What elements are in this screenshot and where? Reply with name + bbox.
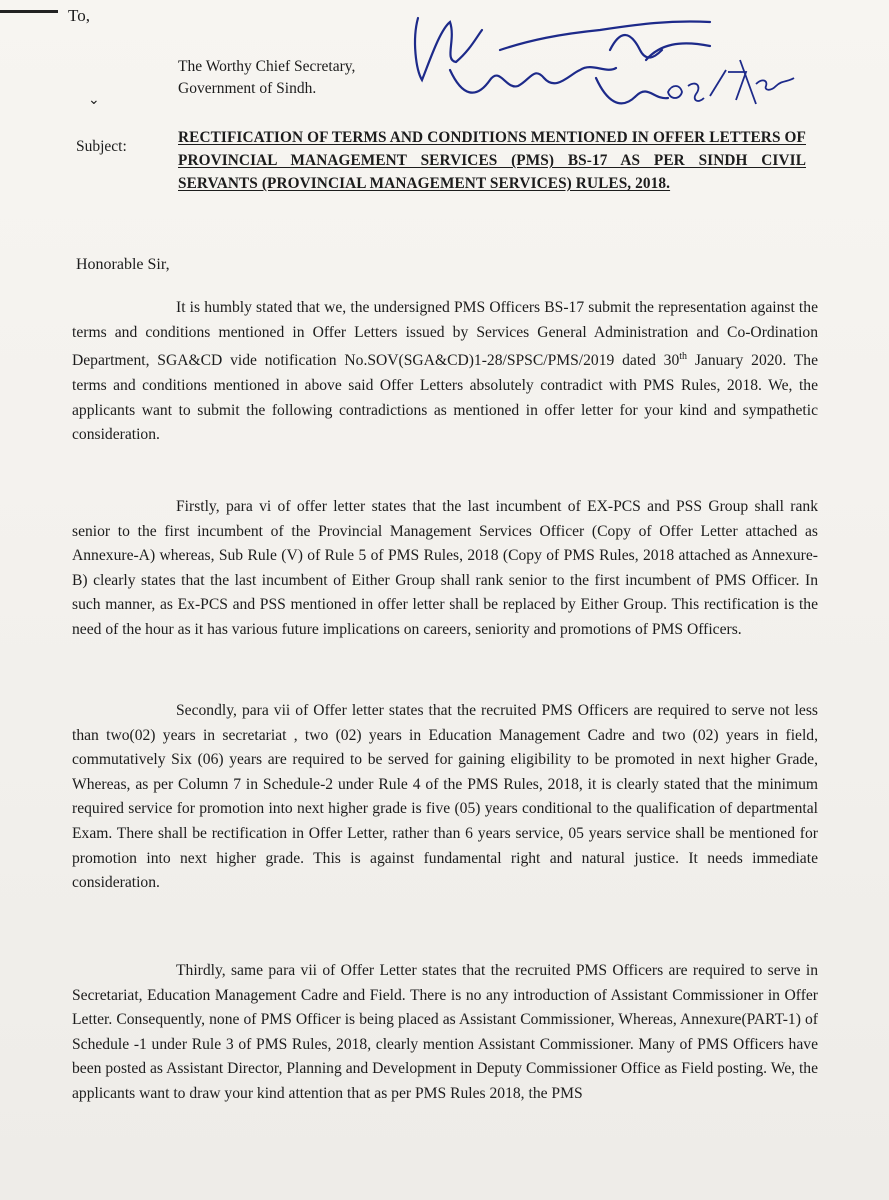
to-label: To, [68, 6, 90, 25]
handwritten-signature-icon [410, 0, 810, 120]
paragraph-1-text-b: January 2020. The terms and conditions mentioned in above said Offer Letters absolutely contradict with PMS Rules, 2018. We, the applicants want to submit the following contradictions as mentioned in offer letter for your kind and sympathetic consideration. [72, 352, 818, 444]
recipient-address [178, 56, 355, 100]
paragraph-1 [72, 296, 818, 448]
tick-mark: ⌄ [88, 93, 100, 108]
paragraph-4: Thirdly, same para vii of Offer Letter states that the recruited PMS Officers are required to serve in Secretariat, Education Management Cadre and Field. There is no any introduction of Assistant Commissioner in Offer Letter. Consequently, none of PMS Officer is being placed as Assistant Commissioner, Whereas, Annexure(PART-1) of Schedule -1 under Rule 3 of PMS Rules, 2018, clearly mention Assistant Commissioner. Many of PMS Officers have been posted as Assistant Director, Planning and Development in Deputy Commissioner Office as Field posting. We, the applicants want to draw your kind attention that as per PMS Rules 2018, the PMS [72, 962, 818, 1102]
recipient-line-2: Government of Sindh. [178, 80, 317, 97]
paragraph-1-superscript: th [679, 351, 688, 363]
recipient-line-1: The Worthy Chief Secretary, [178, 58, 356, 75]
subject-label: Subject: [76, 138, 127, 155]
arrow-mark [0, 10, 58, 13]
paragraph-1-text-a: It is humbly stated that we, the undersigned PMS Officers BS-17 submit the representation against the terms and conditions mentioned in Offer Letters issued by Services General Administration and Co-Ordination Department, SGA&CD vide notification No.SOV(SGA&CD)1-28/SPSC/PMS/2019 dated 30 [72, 299, 818, 370]
salutation: Honorable Sir, [76, 256, 170, 273]
subject-text: RECTIFICATION OF TERMS AND CONDITIONS MENTIONED IN OFFER LETTERS OF PROVINCIAL MANAGEMENT SERVICES (PMS) BS-17 AS PER SINDH CIVIL SERVANTS (PROVINCIAL MANAGEMENT SERVICES) RULES, 2018. [178, 129, 806, 192]
paragraph-3: Secondly, para vii of Offer letter states that the recruited PMS Officers are required to serve not less than two(02) years in secretariat , two (02) years in Education Management Cadre and two (02) years in field, commutatively Six (06) years are required to be served for gaining eligibility to be promoted in next higher Grade, Whereas, as per Column 7 in Schedule-2 under Rule 4 of the PMS Rules, 2018, it is clearly stated that the minimum required service for promotion into next higher grade is five (05) years conditional to the qualification of departmental Exam. There shall be rectification in Offer Letter, rather than 6 years service, 05 years service shall be mentioned for promotion into next higher grade. This is against fundamental right and natural justice. It needs immediate consideration. [72, 702, 818, 892]
paragraph-2: Firstly, para vi of offer letter states that the last incumbent of EX-PCS and PSS Group shall rank senior to the first incumbent of the Provincial Management Services Officer (Copy of Offer Letter attached as Annexure-A) whereas, Sub Rule (V) of Rule 5 of PMS Rules, 2018 (Copy of PMS Rules, 2018 attached as Annexure-B) clearly states that the last incumbent of Either Group shall rank senior to the first incumbent of PMS Officer. In such manner, as Ex-PCS and PSS mentioned in offer letter shall be replaced by Either Group. This rectification is the need of the hour as it has various future implications on careers, seniority and promotions of PMS Officers. [72, 498, 818, 638]
